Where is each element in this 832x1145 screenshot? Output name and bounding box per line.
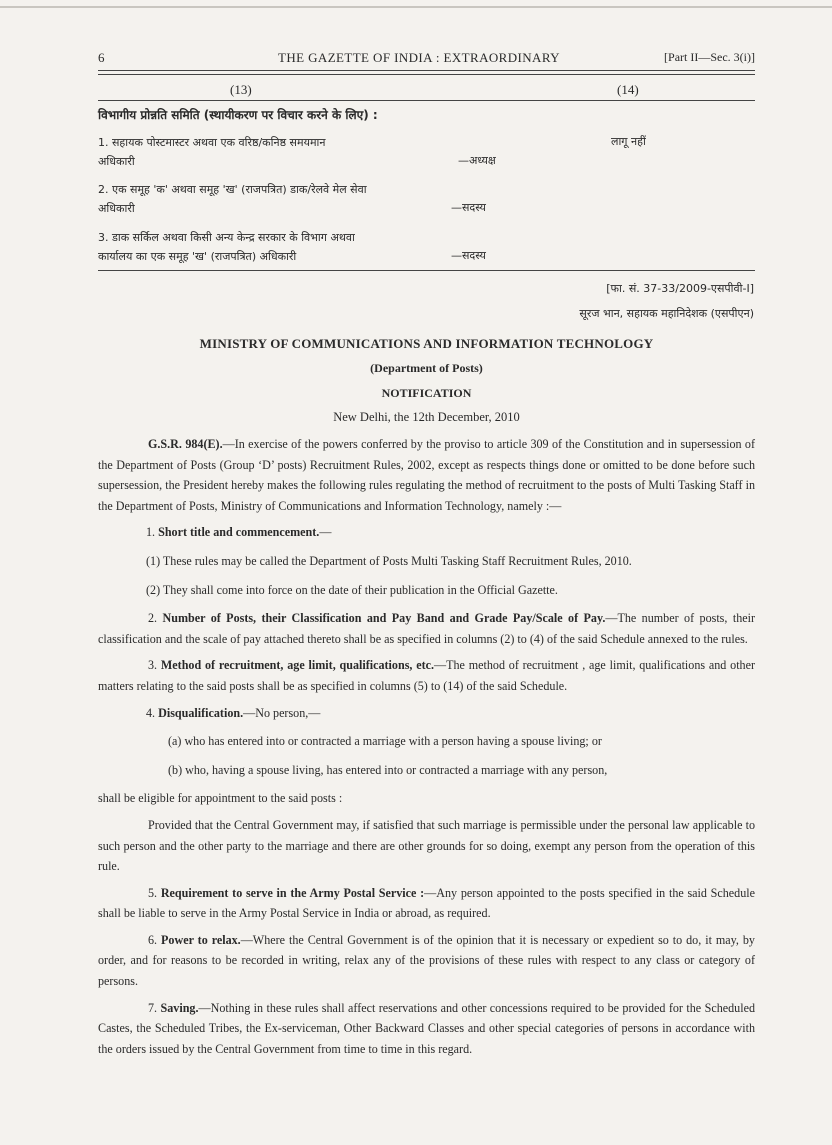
member-2-role: —सदस्य [451, 201, 486, 214]
notification-body [98, 434, 755, 1065]
not-applicable: लागू नहीं [611, 135, 646, 148]
date-line: New Delhi, the 12th December, 2010 [333, 410, 520, 424]
signatory: सूरज भान, सहायक महानिदेशक (एसपीएन) [579, 307, 754, 320]
rule-7: 7. Saving.—Nothing in these rules shall affect reservations and other concessions required to be provided for the Scheduled Castes, the Scheduled Tribes, the Ex-serviceman, Other Backward Classes and other special categories of persons in accordance with the orders issued by the Central Government from time to time in this regard. [98, 1000, 755, 1056]
column-rule [98, 100, 755, 101]
gsr-paragraph: G.S.R. 984(E).—In exercise of the powers conferred by the proviso to article 309 of the Constitution and in supersession of the Department of Posts (Group ‘D’ posts) Recruitment Rules, 2002, except as respects things done or omitted to be done before such supersession, the President hereby makes the following rules regulating the method of recruitment to the posts of Multi Tasking Staff in the Department of Posts, Ministry of Communications and Information Technology, namely :— [98, 437, 755, 513]
department-heading: (Department of Posts) [370, 361, 483, 375]
scan-edge [0, 6, 832, 8]
column-13-label: (13) [230, 82, 252, 97]
rule-4-b: (b) who, having a spouse living, has entered into or contracted a marriage with any person, [168, 762, 608, 777]
file-number: [फा. सं. 37-33/2009-एसपीवी-I] [606, 282, 754, 295]
rule-1-2: (2) They shall come into force on the date of their publication in the Official Gazette. [146, 582, 558, 597]
ministry-heading: MINISTRY OF COMMUNICATIONS AND INFORMATION TECHNOLOGY [199, 336, 654, 351]
gazette-title: THE GAZETTE OF INDIA : EXTRAORDINARY [278, 50, 560, 65]
header-rule [98, 70, 755, 71]
table-bottom-rule [98, 270, 755, 271]
notification-heading: NOTIFICATION [381, 386, 472, 400]
page-number: 6 [98, 50, 105, 65]
rule-5: 5. Requirement to serve in the Army Postal Service :—Any person appointed to the posts specified in the said Schedule shall be liable to serve in the Army Postal Service in India or abroad, as required. [98, 885, 755, 921]
committee-member-2: 2. एक समूह 'क' अथवा समूह 'ख' (राजपत्रित) डाक/रेलवे मेल सेवा अधिकारी [98, 183, 367, 215]
rule-4: 4. Disqualification.—No person,— [146, 705, 321, 720]
rule-1-1: (1) These rules may be called the Department of Posts Multi Tasking Staff Recruitment Rules, 2010. [146, 553, 632, 568]
part-section: [Part II—Sec. 3(i)] [664, 50, 755, 64]
running-header [98, 50, 755, 68]
member-3-role: —सदस्य [451, 249, 486, 262]
member-1-role: —अध्यक्ष [458, 154, 496, 167]
committee-member-1: 1. सहायक पोस्टमास्टर अथवा एक वरिष्ठ/कनिष्ठ समयमान अधिकारी [98, 136, 326, 168]
proviso: Provided that the Central Government may, if satisfied that such marriage is permissible under the personal law applicable to such person and the other party to the marriage and there are other grounds for so doing, exempt any person from the operation of this rule. [98, 817, 755, 874]
committee-heading: विभागीय प्रोन्नति समिति (स्थायीकरण पर विचार करने के लिए) : [98, 108, 378, 122]
column-14-label: (14) [617, 82, 639, 97]
committee-member-3: 3. डाक सर्किल अथवा किसी अन्य केन्द्र सरकार के विभाग अथवा कार्यालय का एक समूह 'ख' (राजपत्रित) अधिकारी [98, 231, 355, 263]
rule-6: 6. Power to relax.—Where the Central Government is of the opinion that it is necessary or expedient so to do, it may, by order, and for reasons to be recorded in writing, relax any of the provisions of these rules with respect to any class or category of persons. [98, 932, 755, 989]
header-rule-2 [98, 74, 755, 75]
rule-1: 1. Short title and commencement.— [146, 525, 332, 540]
rule-2: 2. Number of Posts, their Classification and Pay Band and Grade Pay/Scale of Pay.—The number of posts, their classification and the scale of pay attached thereto shall be as specified in columns (2) to (4) of the said Schedule annexed to the rules. [98, 611, 755, 646]
rule-4-a: (a) who has entered into or contracted a marriage with a person having a spouse living; or [168, 734, 602, 749]
rule-4-tail: shall be eligible for appointment to the said posts : [98, 791, 343, 806]
rule-3: 3. Method of recruitment, age limit, qualifications, etc.—The method of recruitment , age limit, qualifications and other matters relating to the said posts shall be as specified in columns (5) to (14) of the said Schedule. [98, 658, 755, 693]
